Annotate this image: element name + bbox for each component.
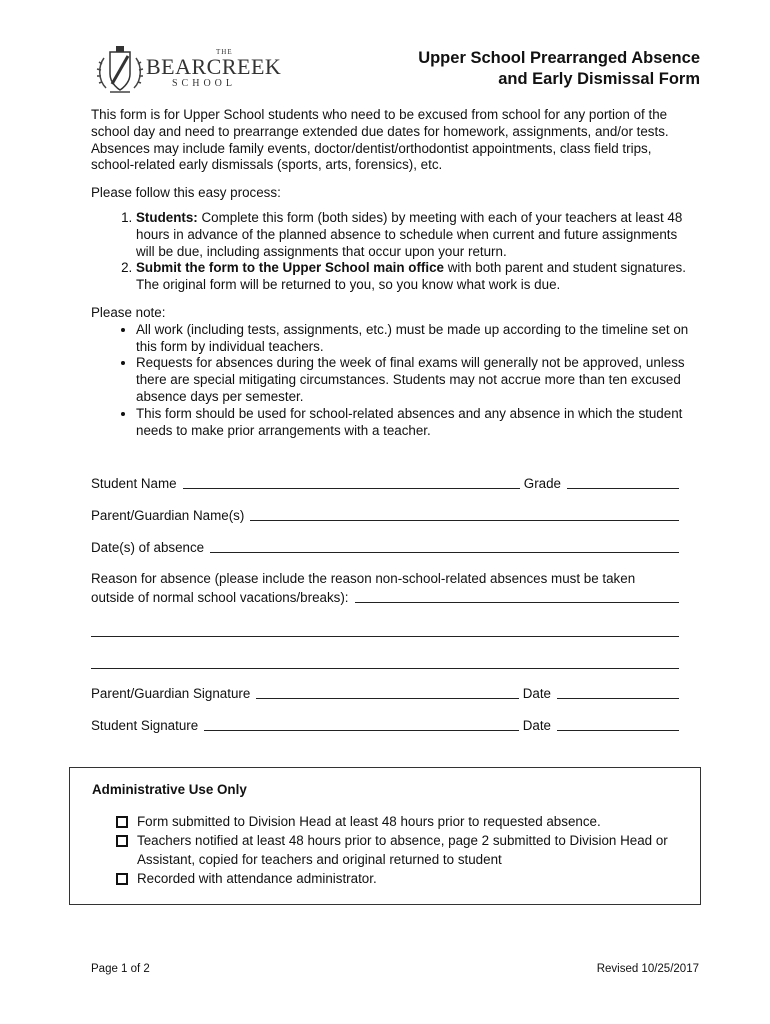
- note-item: • Requests for absences during the week of final exams will generally not be approved, unless there are special mitigating circumstances. Students may not accrue more than ten excused absence days per semester.: [136, 355, 691, 405]
- grade-label: Grade: [523, 476, 561, 491]
- parent-names-row: [91, 508, 679, 523]
- date-label: Date: [522, 718, 551, 733]
- checkbox-icon[interactable]: [116, 816, 128, 828]
- checkbox-icon[interactable]: [116, 873, 128, 885]
- step-item: [136, 260, 691, 294]
- process-steps: [91, 210, 691, 294]
- dates-field[interactable]: [210, 540, 679, 553]
- notes-list: [91, 322, 691, 440]
- date-label: Date: [522, 686, 551, 701]
- parent-date-field[interactable]: [557, 686, 679, 699]
- admin-item: [116, 812, 686, 831]
- student-name-row: [91, 476, 679, 491]
- title-line-2: and Early Dismissal Form: [498, 70, 700, 88]
- school-logo: [96, 44, 282, 98]
- reason-field-line-3[interactable]: [91, 668, 679, 669]
- page-number: Page 1 of 2: [91, 963, 150, 975]
- dates-label: Date(s) of absence: [91, 540, 205, 555]
- reason-label-line-2: outside of normal school vacations/breaks):: [91, 590, 349, 605]
- step-item: [136, 210, 691, 260]
- admin-item: [116, 831, 686, 869]
- grade-field[interactable]: [567, 476, 679, 489]
- reason-field-line-2[interactable]: [91, 636, 679, 637]
- checkbox-icon[interactable]: [116, 835, 128, 847]
- admin-title: Administrative Use Only: [92, 782, 247, 797]
- reason-row-1: [91, 571, 679, 586]
- reason-field[interactable]: [355, 590, 679, 603]
- parent-signature-field[interactable]: [256, 686, 518, 699]
- revision-date: Revised 10/25/2017: [596, 963, 699, 975]
- reason-label-line-1: Reason for absence (please include the reason non-school-related absences must be taken: [91, 571, 636, 586]
- instructions: [91, 107, 691, 439]
- student-name-label: Student Name: [91, 476, 177, 491]
- student-signature-row: [91, 718, 679, 733]
- reason-row-2: [91, 590, 679, 605]
- admin-item-text: Teachers notified at least 48 hours prior to absence, page 2 submitted to Division Head or Assistant, copied for teachers and original returned to student: [137, 833, 668, 867]
- crest-icon: [96, 44, 144, 98]
- title-line-1: Upper School Prearranged Absence: [418, 49, 700, 67]
- student-signature-field[interactable]: [204, 718, 518, 731]
- step-text: with both parent and student signatures. The original form will be returned to you, so you know what work is due.: [136, 260, 686, 293]
- step-bold: Submit the form to the Upper School main office: [136, 260, 444, 276]
- parent-signature-row: [91, 686, 679, 701]
- admin-item-text: Form submitted to Division Head at least 48 hours prior to requested absence.: [137, 814, 601, 829]
- admin-item-text: Recorded with attendance administrator.: [137, 871, 377, 886]
- step-bold: Students:: [136, 209, 198, 225]
- admin-use-box: [69, 767, 701, 905]
- logo-the: THE: [216, 48, 233, 56]
- logo-name: BEARCREEK: [146, 54, 282, 79]
- student-signature-label: Student Signature: [91, 718, 199, 733]
- parent-names-field[interactable]: [250, 508, 679, 521]
- form-title: [418, 48, 700, 90]
- admin-item: [116, 869, 686, 888]
- note-item: • This form should be used for school-related absences and any absence in which the student needs to make prior arrangements with a teacher.: [136, 406, 691, 440]
- process-heading: Please follow this easy process:: [91, 185, 281, 201]
- admin-checklist: [116, 812, 686, 888]
- note-heading: Please note:: [91, 304, 166, 320]
- student-date-field[interactable]: [557, 718, 679, 731]
- note-item: • All work (including tests, assignments, etc.) must be made up according to the timeline set on this form by individual teachers.: [136, 322, 691, 356]
- student-name-field[interactable]: [183, 476, 520, 489]
- step-text: Complete this form (both sides) by meeting with each of your teachers at least 48 hours in advance of the planned absence to schedule when current and future assignments will be due, including assignments that occur upon your return.: [136, 209, 683, 259]
- parent-names-label: Parent/Guardian Name(s): [91, 508, 245, 523]
- logo-school: SCHOOL: [172, 78, 237, 89]
- dates-row: [91, 540, 679, 555]
- parent-signature-label: Parent/Guardian Signature: [91, 686, 251, 701]
- intro-paragraph: This form is for Upper School students who need to be excused from school for any portion of the school day and need to prearrange extended due dates for homework, assignments, and/or tests. Absences may include family events, doctor/dentist/orthodontist appointments, class field trips, school-related early dismissals (sports, arts, forensics), etc.: [91, 107, 669, 173]
